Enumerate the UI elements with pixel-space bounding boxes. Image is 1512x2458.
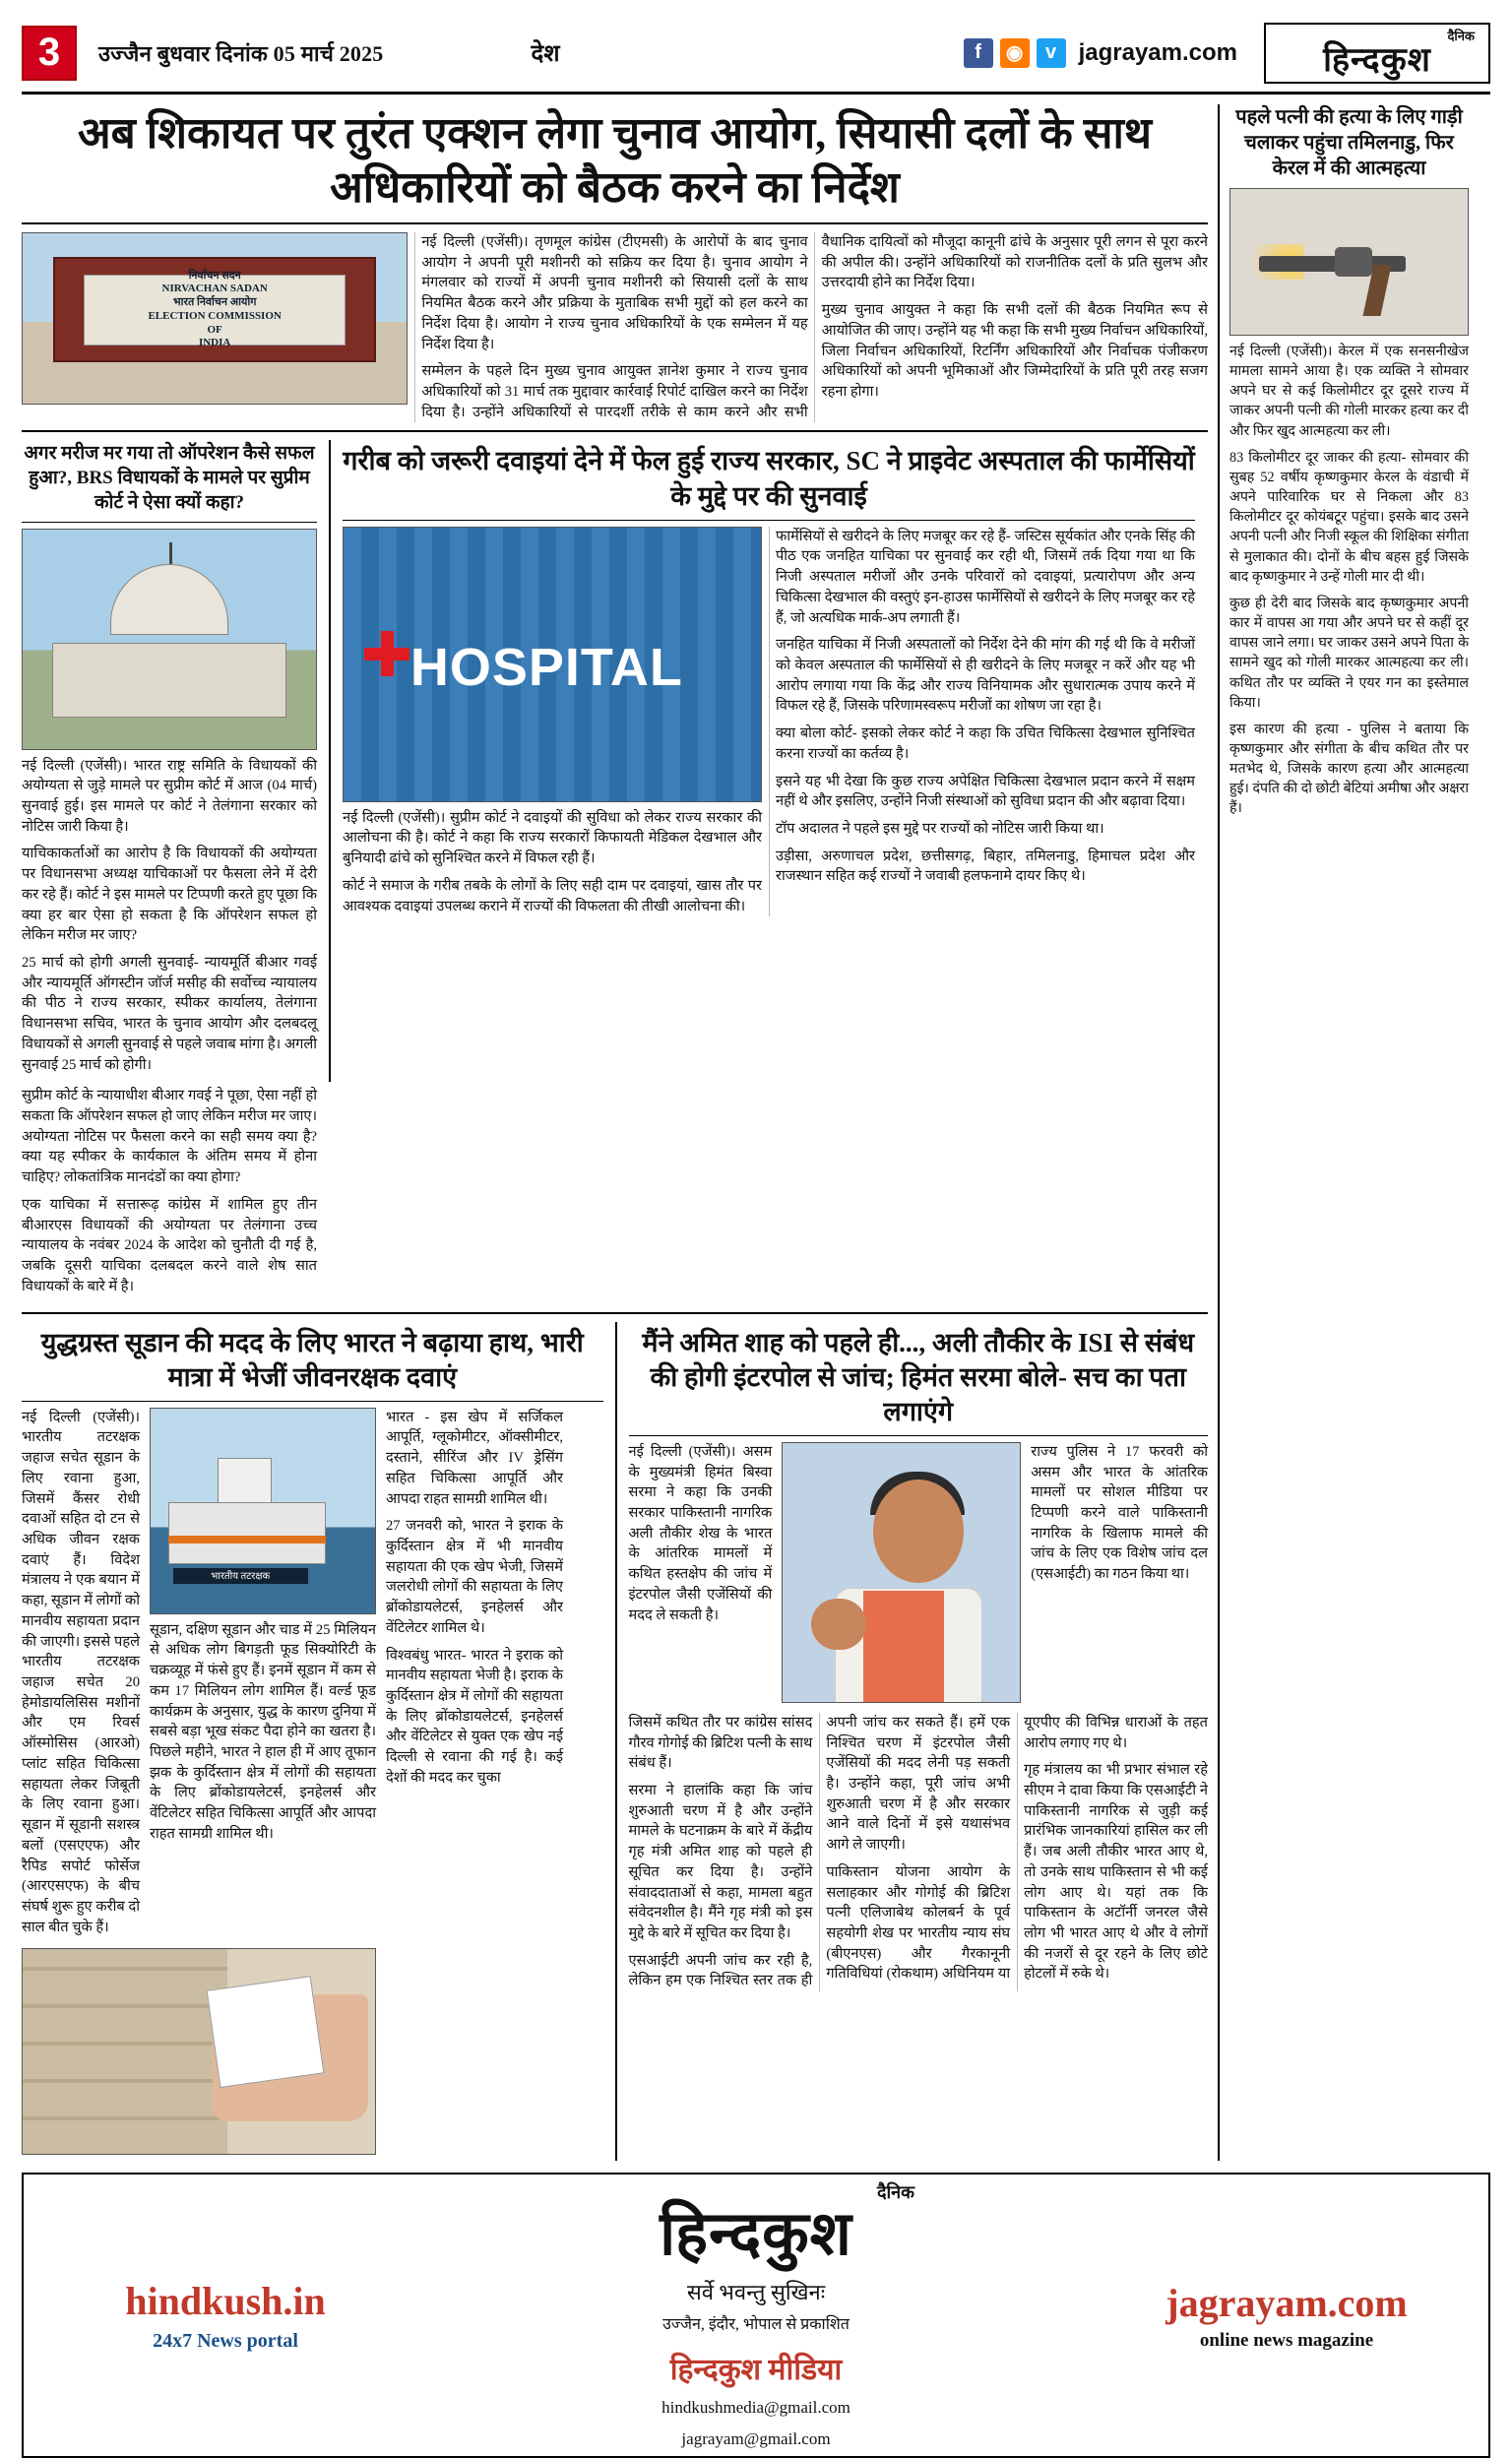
hospital-para: उड़ीसा, अरुणाचल प्रदेश, छत्तीसगढ़, बिहार, तमिलनाडु, हिमाचल प्रदेश और राजस्थान सहित कई राज्यों ने जवाबी हलफनामे दायर किए थे।	[776, 848, 1195, 885]
ad-publication-cities: उज्जैन, इंदौर, भोपाल से प्रकाशित	[662, 2316, 850, 2334]
sudan-para: भारत - इस खेप में सर्जिकल आपूर्ति, ग्लूकोमीटर, ऑक्सीमीटर, दस्ताने, सीरिंज और IV ड्रेसिंग सहित चिकित्सा आपूर्ति और आपदा राहत सामग्री शामिल थी।	[386, 1409, 563, 1507]
footer-advertisement	[22, 2173, 1490, 2458]
election-commission-photo	[22, 232, 408, 405]
ec-signboard: निर्वाचन सदन NIRVACHAN SADAN भारत निर्वाचन आयोग ELECTION COMMISSION OF INDIA	[84, 275, 345, 347]
jagrayam-site-tagline: online news magazine	[1199, 2329, 1374, 2351]
main-column	[22, 104, 1208, 2161]
twitter-icon[interactable]: ᴠ	[1037, 38, 1066, 68]
hindkush-site-tagline: 24x7 News portal	[153, 2330, 298, 2353]
facebook-icon[interactable]: f	[964, 38, 993, 68]
isi-body-continued	[629, 1713, 1209, 1991]
lead-para: नई दिल्ली (एजेंसी)। तृणमूल कांग्रेस (टीएमसी) के आरोपों के बाद चुनाव आयोग ने अपनी पूरी मशीनरी को सक्रिय कर दिया है। चुनाव आयोग ने मंगलवार को राज्यों में अपनी चुनाव मशीनरी को सियासी दलों के साथ नियमित बैठक करने और प्रक्रिया के मुताबिक सभी मुद्दों को हल करने का निर्देश दिया है। आयोग ने राज्य चुनाव अधिकारियों के एक सम्मेलन में यह निर्देश दिया है।	[421, 234, 808, 352]
isi-para: जिसमें कथित तौर पर कांग्रेस सांसद गौरव गोगोई की ब्रिटिश पत्नी के साथ संबंध हैं।	[628, 1714, 813, 1772]
hospital-para: कोर्ट ने समाज के गरीब तबके के लोगों के लिए सही दाम पर दवाइयां, खास तौर पर आवश्यक दवाइयां उपलब्ध कराने में राज्यों की विफलता की तीखी आलोचना की।	[343, 877, 762, 914]
section-divider	[22, 430, 1208, 432]
right-rail-para: इस कारण की हत्या - पुलिस ने बताया कि कृष्णकुमार और संगीता के बीच कथित तौर पर मतभेद थे, जिसके कारण हत्या और आत्महत्या हुई। दंपति की दो छोटी बेटियां अमीषा और अक्षरा हैं।	[1229, 721, 1469, 817]
brs-para: याचिकाकर्ताओं का आरोप है कि विधायकों की अयोग्यता पर विधानसभा अध्यक्ष याचिकाओं पर फैसला लेने में देरी कर रहे हैं। कोर्ट ने इस मामले पर टिप्पणी करते हुए पूछा कि क्या हर बार ऐसा हो सकता है कि ऑपरेशन सफल हो लेकिन मरीज मर जाए?	[22, 846, 317, 944]
brs-continuation-band	[22, 1086, 1208, 1303]
sudan-para: विश्वबंधु भारत- भारत ने इराक को मानवीय सहायता भेजी है। इराक के कुर्दिस्तान क्षेत्र में लोगों की सहायता के लिए ब्रोंकोडायलेटर्स, इनहेलर्स और वेंटिलेटर से युक्त एक खेप नई दिल्ली से रवाना की गई है। कई देशों की मदद कर चुका	[386, 1647, 563, 1786]
ad-brand-title: हिन्दकुश	[660, 2201, 852, 2269]
sudan-headline: युद्धग्रस्त सूडान की मदद के लिए भारत ने बढ़ाया हाथ, भारी मात्रा में भेजीं जीवनरक्षक दवाएं	[40, 1327, 584, 1392]
hospital-para: टॉप अदालत ने पहले इस मुद्दे पर राज्यों को नोटिस जारी किया था।	[776, 821, 1104, 837]
medical-cross-icon	[364, 631, 410, 676]
isi-story	[615, 1322, 1209, 2162]
right-rail-headline: पहले पत्नी की हत्या के लिए गाड़ी चलाकर पहुंचा तमिलनाडु, फिर केरल में की आत्महत्या	[1235, 106, 1463, 179]
hindkush-site-link[interactable]: hindkush.in	[125, 2279, 326, 2324]
hospital-para: इसने यह भी देखा कि कुछ राज्य अपेक्षित चिकित्सा देखभाल प्रदान करने में सक्षम नहीं थे और इसलिए, उन्होंने निजी संस्थाओं को सुविधा प्रदान की और बढ़ावा दिया।	[776, 773, 1195, 810]
hospital-headline: गरीब को जरूरी दवाइयां देने में फेल हुई राज्य सरकार, SC ने प्राइवेट अस्पताल की फार्मेसियों के मुद्दे पर की सुनवाई	[343, 446, 1195, 511]
website-url[interactable]: jagrayam.com	[1078, 38, 1237, 66]
sudan-para: 27 जनवरी को, भारत ने इराक के कुर्दिस्तान क्षेत्र में भी मानवीय सहायता की एक खेप भेजी, जिसमें जलरोधी लोगों की सहायता के लिए ब्रोंकोडायलेटर्स, इनहेलर्स और वेंटिलेटर शामिल थे।	[386, 1518, 563, 1636]
masthead	[22, 18, 1490, 95]
social-links	[964, 23, 1490, 84]
brs-continuation	[22, 1086, 317, 1303]
ship-photo-caption: भारतीय तटरक्षक	[173, 1568, 308, 1584]
logo-subtitle: दैनिक	[1447, 28, 1475, 43]
ad-brand-subtitle: दैनिक	[876, 2182, 914, 2203]
isi-para: राज्य पुलिस ने 17 फरवरी को असम और भारत के आंतरिक मामलों पर सोशल मीडिया पर टिप्पणी करने वाले पाकिस्तानी नागरिक के खिलाफ मामले की जांच के लिए एक विशेष जांच दल (एसआईटी) का गठन किया था।	[1031, 1443, 1208, 1583]
right-rail	[1218, 104, 1469, 2161]
coastguard-ship-photo	[150, 1408, 376, 1614]
brs-story	[22, 440, 317, 1082]
brs-para: एक याचिका में सत्तारूढ़ कांग्रेस में शामिल हुए तीन बीआरएस विधायकों की अयोग्यता पर तेलंगाना उच्च न्यायालय के नवंबर 2024 के आदेश को चुनौती दी गई है, जबकि दूसरी याचिका दलबदल करने वाले शेष सात विधायकों के बारे में है।	[22, 1196, 317, 1294]
lead-para: सम्मेलन के पहले दिन मुख्य चुनाव आयुक्त ज्ञानेश कुमार ने राज्य चुनाव अधिकारियों को 31 मार्च तक मुद्दावार कार्रवाई रिपोर्ट दाखिल करने का निर्देश दिया है। उन्होंने अधिकारियों से पारदर्शी तरीके से काम करने और सभी वैधानिक दायित्वों को मौजूदा कानूनी ढांचे के अनुसार पूरी लगन से पूरा करने की अपील की। उन्होंने अधिकारियों को राजनीतिक दलों के प्रति सुलभ और उत्तरदायी होने का निर्देश दिया।	[421, 234, 1208, 420]
paper-logo	[1264, 23, 1490, 84]
hospital-para: जनहित याचिका में निजी अस्पतालों को निर्देश देने की मांग की गई थी कि वे मरीजों को केवल अस्पताल की फार्मेसियों से ही खरीदने के लिए मजबूर न करें और यह भी आरोप लगाया गया कि केंद्र और राज्य विनियामक और सुधारात्मक उपाय करने में विफल रहे हैं, जिसके परिणामस्वरूप मरीजों का शोषण जा रहा है।	[776, 637, 1195, 715]
revolver-photo	[1229, 188, 1469, 336]
ad-email-secondary[interactable]: jagrayam@gmail.com	[681, 2428, 831, 2448]
hospital-body	[343, 527, 1195, 917]
page-number: 3	[22, 26, 77, 81]
right-rail-para: 83 किलोमीटर दूर जाकर की हत्या- सोमवार की सुबह 52 वर्षीय कृष्णकुमार केरल के वंडाची में अपने पारिवारिक घर से निकला और 83 किलोमीटर दूर कोयंबटूर पहुंचा। इसके बाद उसने अपनी पत्नी और निजी स्कूल की शिक्षिका संगीता से मुलाकात की। दोनों के बीच बहस हुई जिसके बाद कृष्णकुमार ने उन्हें गोली मार दी थी।	[1229, 449, 1469, 585]
section-title: देश	[531, 41, 560, 67]
edition-date: उज्जैन बुधवार दिनांक 05 मार्च 2025	[98, 40, 384, 66]
ad-email-primary[interactable]: hindkushmedia@gmail.com	[662, 2398, 850, 2418]
lead-headline: अब शिकायत पर तुरंत एक्शन लेगा चुनाव आयोग, सियासी दलों के साथ अधिकारियों को बैठक करने का निर्देश	[22, 106, 1208, 224]
jagrayam-site-link[interactable]: jagrayam.com	[1166, 2280, 1408, 2325]
page-body	[22, 104, 1490, 2161]
bottom-band	[22, 1322, 1208, 2162]
isi-para: पाकिस्तान योजना आयोग के सलाहकार और गोगोई की ब्रिटिश पत्नी एलिजाबेथ कोलबर्न के पूर्व सहयोगी शेख पर भारतीय न्याय संघ (बीएनएस) और गैरकानूनी गतिविधियां (रोकथाम) अधिनियम या यूएपीए की विभिन्न धाराओं के तहत आरोप लगाए गए थे।	[826, 1714, 1208, 1983]
isi-para: नई दिल्ली (एजेंसी)। असम के मुख्यमंत्री हिमंत बिस्वा सरमा ने कहा कि उनकी सरकार पाकिस्तानी नागरिक अली तौकीर शेख के भारत के आंतरिक मामलों में कथित हस्तक्षेप की जांच में इंटरपोल जैसी एजेंसियों की मदद ले सकती है।	[628, 1443, 773, 1623]
brs-headline: अगर मरीज मर गया तो ऑपरेशन कैसे सफल हुआ?, BRS विधायकों के मामले पर सुप्रीम कोर्ट ने ऐसा क्यों कहा?	[24, 443, 315, 513]
logo-title: हिन्दकुश	[1323, 41, 1431, 79]
ad-center-block	[544, 2180, 968, 2451]
sudan-para: नई दिल्ली (एजेंसी)। भारतीय तटरक्षक जहाज सचेत सूडान के लिए रवाना हुआ, जिसमें कैंसर रोधी दवाओं सहित दो टन से अधिक जीवन रक्षक दवाएं हैं। विदेश मंत्रालय ने एक बयान में कहा, सूडान में लोगों को मानवीय सहायता प्रदान की जाएगी। इससे पहले भारतीय तटरक्षक जहाज सचेत 20 हेमोडायलिसिस मशीनों और एम रिवर्स ऑस्मोसिस (आरओ) प्लांट सहित चिकित्सा सहायता लेकर जिबूती के लिए रवाना हुआ। सूडान में सूडानी सशस्त्र बलों (एसएएफ) और रैपिड सपोर्ट फोर्सेज (आरएसएफ) के बीच संघर्ष शुरू हुए करीब दो साल बीत चुके हैं।	[22, 1409, 140, 1935]
hospital-photo	[343, 527, 762, 802]
isi-para: एसआईटी अपनी जांच कर रही है, लेकिन हम एक निश्चित स्तर तक ही अपनी जांच कर सकते हैं। हमें एक निश्चित चरण में इंटरपोल जैसी एजेंसियों की मदद लेनी पड़ सकती है। उन्होंने कहा, पूरी जांच अभी शुरुआती चरण में है और सरकार आने वाले दिनों में इसे यथासंभव आगे ले जाएगी।	[628, 1714, 1011, 1989]
medicine-shelf-photo	[22, 1948, 376, 2155]
sudan-story	[22, 1322, 603, 2162]
hospital-para: नई दिल्ली (एजेंसी)। सुप्रीम कोर्ट ने दवाइयों की सुविधा को लेकर राज्य सरकार की आलोचना की है। कोर्ट ने कहा कि राज्य सरकारों किफायती मेडिकल देखभाल और बुनियादी ढांचे को सुनिश्चित करने में विफल रही हैं।	[343, 809, 762, 867]
brs-para: नई दिल्ली (एजेंसी)। भारत राष्ट्र समिति के विधायकों की अयोग्यता से जुड़े मामले पर सुप्रीम कोर्ट में आज (04 मार्च) सुनवाई हुई। इस मामले पर कोर्ट ने तेलंगाना सरकार को नोटिस जारी किया है।	[22, 757, 317, 835]
brs-para: 25 मार्च को होगी अगली सुनवाई- न्यायमूर्ति बीआर गवई और न्यायमूर्ति ऑगस्टीन जॉर्ज मसीह की सर्वोच्च न्यायालय की पीठ ने राज्य सरकार, स्पीकर कार्यालय, तेलंगाना विधानसभा सचिव, भारत के चुनाव आयोग और दलबदलू विधायकों से अगली सुनवाई से पहले जवाब मांगा है। अगली सुनवाई 25 मार्च को होगी।	[22, 955, 317, 1073]
ad-motto: सर्वे भवन्तु सुखिनः	[686, 2280, 826, 2305]
ad-left-block	[63, 2278, 388, 2353]
sudan-body	[22, 1408, 603, 1945]
isi-para: सरमा ने हालांकि कहा कि जांच शुरुआती चरण में है और उन्होंने मामले के घटनाक्रम के बारे में केंद्रीय गृह मंत्री अमित शाह को पहले ही सूचित कर दिया है। उन्होंने संवाददाताओं से कहा, मामला बहुत संवेदनशील है। मैंने गृह मंत्री को इस मुद्दे के बारे में सूचित कर दिया है।	[628, 1782, 813, 1941]
isi-headline: मैंने अमित शाह को पहले ही..., अली तौकीर के ISI से संबंध की होगी इंटरपोल से जांच; हिमंत सरमा बोले- सच का पता लगाएंगे	[642, 1327, 1195, 1426]
ad-right-block	[1124, 2280, 1449, 2352]
isi-para: गृह मंत्रालय का भी प्रभार संभाल रहे सीएम ने दावा किया कि एसआईटी ने पाकिस्तानी नागरिक से जुड़ी कई प्रारंभिक जानकारियां हासिल कर ली हैं। जब अली तौकीर भारत आए थे, तो उनके साथ पाकिस्तान से भी कई लोग आए थे। यहां तक कि पाकिस्तान के अटॉर्नी जनरल जैसे लोग भी भारत आए थे और वे लोगों की नजरों से दूर रहने के लिए छोटे होटलों में रुके थे।	[1024, 1762, 1208, 1983]
sudan-para: सूडान, दक्षिण सूडान और चाड में 25 मिलियन से अधिक लोग बिगड़ती फूड सिक्योरिटी के चक्रव्यूह में फंसे हुए हैं। इनमें सूडान में कम से कम 17 मिलियन लोग शामिल हैं। वर्ल्ड फूड कार्यक्रम के अनुसार, युद्ध के कारण दुनिया में सबसे बड़ा भूख संकट पैदा होने का खतरा है। पिछले महीने, भारत ने हाल ही में आए तूफान झक के कुर्दिस्तान क्षेत्र में लोगों की सहायता के लिए ब्रोंकोडायलेटर्स, इनहेलर्स और वेंटिलेटर सहित चिकित्सा आपूर्ति और आपदा राहत सामग्री शामिल थी।	[150, 1621, 376, 1842]
right-rail-para: नई दिल्ली (एजेंसी)। केरल में एक सनसनीखेज मामला सामने आया है। एक व्यक्ति ने सोमवार अपने घर से कई किलोमीटर दूर दूसरे राज्य में जाकर अपनी पत्नी की गोली मारकर हत्या कर दी और फिर खुद आत्महत्या कर ली।	[1229, 344, 1469, 439]
isi-body	[629, 1442, 1209, 1709]
rss-icon[interactable]: ◉	[1000, 38, 1030, 68]
ad-media-name: हिन्दकुश मीडिया	[669, 2354, 843, 2387]
himanta-sarma-photo	[782, 1442, 1021, 1703]
brs-para: सुप्रीम कोर्ट के न्यायाधीश बीआर गवई ने पूछा, ऐसा नहीं हो सकता कि ऑपरेशन सफल हो जाए लेकिन मरीज मर जाए। अयोग्यता नोटिस पर फैसला करने का सही समय क्या है? क्या यह स्पीकर के कार्यकाल के अंतिम समय में होना चाहिए? लोकतांत्रिक मानदंडों का क्या होगा?	[22, 1088, 317, 1186]
lead-body	[22, 232, 1208, 422]
section-divider	[22, 1312, 1208, 1314]
middle-band	[22, 440, 1208, 1082]
lead-para: मुख्य चुनाव आयुक्त ने कहा कि सभी दलों की बैठक नियमित रूप से आयोजित की जाए। उन्होंने यह भी कहा कि सभी मुख्य निर्वाचन अधिकारियों, जिला निर्वाचन अधिकारियों, रिटर्निंग अधिकारियों और निर्वाचक पंजीकरण अधिकारियों को अपनी भूमिकाओं और जिम्मेदारियों के प्रति पूरी तरह सजग रहना होगा।	[821, 302, 1208, 401]
hospital-para: फार्मेसियों से खरीदने के लिए मजबूर कर रहे हैं- जस्टिस सूर्यकांत और एनके सिंह की पीठ एक जनहित याचिका पर सुनवाई कर रही थी, जिसमें तर्क दिया गया था कि निजी अस्पताल मरीजों और उनके परिवारों को दवाइयां, प्रत्यारोपण और अन्य चिकित्सा देखभाल की वस्तुएं इन-हाउस फार्मेसियों से खरीदने के लिए मजबूर कर रहे हैं, जो अत्यधिक मार्क-अप लगाती हैं।	[776, 528, 1195, 626]
right-rail-para: कुछ ही देरी बाद जिसके बाद कृष्णकुमार अपनी कार में वापस आ गया और अपने घर से कहीं दूर वापस जाने लगा। घर जाकर उसने अपने पिता के सामने खुद को गोली मारकर आत्महत्या कर ली। कथित तौर पर व्यक्ति ने एयर गन का इस्तेमाल किया।	[1229, 595, 1469, 711]
supreme-court-photo	[22, 529, 317, 750]
hospital-story	[329, 440, 1195, 1082]
hospital-para: क्या बोला कोर्ट- इसको लेकर कोर्ट ने कहा कि उचित चिकित्सा देखभाल सुनिश्चित करना राज्यों का कर्तव्य है।	[776, 725, 1195, 762]
hospital-sign-text: HOSPITAL	[410, 637, 683, 697]
